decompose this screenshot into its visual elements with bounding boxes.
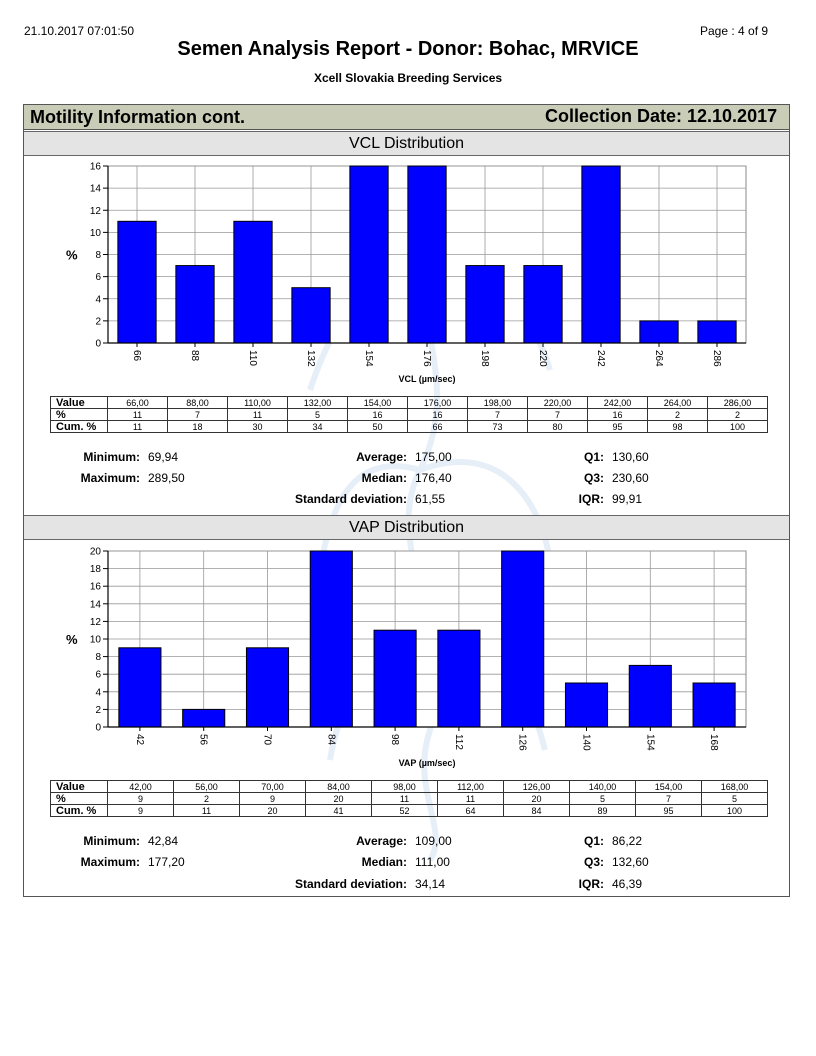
- vap-bar: [565, 683, 607, 727]
- vcl-distribution-heading: VCL Distribution: [24, 131, 789, 156]
- vcl-bar: [698, 321, 736, 343]
- vap-bar: [374, 630, 416, 727]
- table-cell: 220,00: [528, 397, 588, 409]
- table-cell: 112,00: [438, 781, 504, 793]
- table-cell: 126,00: [504, 781, 570, 793]
- table-cell: 66: [408, 421, 468, 433]
- vap-ytick-label: 6: [95, 669, 101, 681]
- vcl-bar: [350, 166, 388, 343]
- table-cell: 20: [306, 793, 372, 805]
- table-cell: 64: [438, 805, 504, 817]
- report-subtitle: Xcell Slovakia Breeding Services: [313, 71, 503, 85]
- vap-bar: [502, 551, 544, 727]
- vap-ytick-label: 4: [95, 687, 101, 699]
- vcl-median-value: 176,40: [415, 471, 452, 485]
- vap-bar: [629, 665, 671, 727]
- table-row: [51, 793, 768, 805]
- vcl-xtick-label: 88: [189, 350, 200, 362]
- row-header: Value: [51, 397, 108, 409]
- table-cell: 88,00: [168, 397, 228, 409]
- page-number: Page : 4 of 9: [700, 24, 769, 38]
- vap-maximum-label: Maximum:: [80, 855, 140, 869]
- vcl-ytick-label: 6: [95, 272, 101, 284]
- table-cell: 2: [708, 409, 768, 421]
- table-cell: 242,00: [588, 397, 648, 409]
- vcl-maximum-label: Maximum:: [80, 471, 140, 485]
- table-cell: 34: [288, 421, 348, 433]
- vap-xtick-label: 126: [516, 734, 528, 751]
- vap-q1-label: Q1:: [583, 834, 604, 848]
- table-cell: 66,00: [108, 397, 168, 409]
- vcl-minimum-value: 69,94: [148, 450, 179, 464]
- vcl-y-axis-label: %: [66, 247, 78, 263]
- row-header: %: [51, 409, 108, 421]
- vap-bar: [246, 648, 288, 727]
- table-cell: 16: [588, 409, 648, 421]
- vcl-ytick-label: 4: [95, 294, 101, 306]
- table-cell: 84,00: [306, 781, 372, 793]
- vap-median-label: Median:: [361, 855, 407, 869]
- vcl-ytick-label: 10: [89, 227, 101, 239]
- collection-date: Collection Date: 12.10.2017: [545, 106, 778, 126]
- table-cell: 5: [702, 793, 768, 805]
- vap-ytick-label: 12: [89, 616, 101, 628]
- vcl-iqr-value: 99,91: [612, 492, 643, 506]
- vcl-xtick-label: 198: [479, 350, 490, 367]
- table-cell: 16: [348, 409, 408, 421]
- vcl-x-axis-label: VCL (µm/sec): [398, 374, 456, 384]
- vcl-q1-value: 130,60: [612, 450, 649, 464]
- vap-ytick-label: 14: [89, 599, 101, 611]
- vcl-bar: [466, 266, 504, 343]
- table-cell: 9: [240, 793, 306, 805]
- table-cell: 110,00: [228, 397, 288, 409]
- vap-bar: [310, 551, 352, 727]
- table-cell: 56,00: [174, 781, 240, 793]
- vcl-median-label: Median:: [361, 471, 407, 485]
- vcl-xtick-label: 110: [247, 350, 258, 366]
- vap-ytick-label: 2: [95, 704, 101, 716]
- vcl-xtick-label: 286: [711, 350, 722, 367]
- table-cell: 168,00: [702, 781, 768, 793]
- table-cell: 18: [168, 421, 228, 433]
- table-cell: 41: [306, 805, 372, 817]
- table-cell: 95: [588, 421, 648, 433]
- vcl-xtick-label: 132: [305, 350, 316, 367]
- vcl-bar: [292, 288, 330, 343]
- vcl-bar: [582, 166, 620, 343]
- table-cell: 7: [528, 409, 588, 421]
- vcl-sd-label: Standard deviation:: [294, 492, 407, 506]
- table-cell: 286,00: [708, 397, 768, 409]
- table-row: [51, 781, 768, 793]
- vap-x-axis-label: VAP (µm/sec): [398, 758, 456, 768]
- table-cell: 7: [636, 793, 702, 805]
- table-cell: 132,00: [288, 397, 348, 409]
- vcl-ytick-label: 8: [95, 250, 101, 261]
- vcl-bar: [176, 266, 214, 343]
- vcl-minimum-label: Minimum:: [83, 450, 140, 464]
- vcl-xtick-label: 66: [131, 350, 142, 362]
- vap-ytick-label: 16: [89, 581, 101, 593]
- table-cell: 11: [372, 793, 438, 805]
- table-row: [51, 805, 768, 817]
- vap-iqr-label: IQR:: [578, 877, 604, 891]
- report-title: Semen Analysis Report - Donor: Bohac, MRVICE: [177, 38, 639, 60]
- vcl-ytick-label: 2: [95, 316, 101, 328]
- vap-bar: [438, 630, 480, 727]
- vap-sd-value: 34,14: [415, 877, 446, 891]
- row-header: %: [51, 793, 108, 805]
- table-cell: 5: [570, 793, 636, 805]
- vap-xtick-label: 112: [452, 734, 464, 750]
- table-cell: 30: [228, 421, 288, 433]
- vcl-average-label: Average:: [356, 450, 407, 464]
- table-cell: 100: [702, 805, 768, 817]
- report-datetime: 21.10.2017 07:01:50: [24, 24, 135, 38]
- vcl-q3-value: 230,60: [612, 471, 649, 485]
- vcl-bar-chart: [24, 156, 789, 388]
- vap-y-axis-label: %: [66, 632, 78, 647]
- table-cell: 73: [468, 421, 528, 433]
- vcl-ytick-label: 16: [89, 161, 101, 173]
- vcl-xtick-label: 176: [421, 350, 432, 367]
- vap-q3-label: Q3:: [583, 855, 604, 869]
- vcl-average-value: 175,00: [415, 450, 452, 464]
- vap-iqr-value: 46,39: [612, 877, 643, 891]
- table-cell: 11: [174, 805, 240, 817]
- vap-q1-value: 86,22: [612, 834, 643, 848]
- table-cell: 98,00: [372, 781, 438, 793]
- vcl-ytick-label: 14: [89, 183, 101, 195]
- vcl-q1-label: Q1:: [583, 450, 604, 464]
- table-cell: 198,00: [468, 397, 528, 409]
- table-cell: 2: [174, 793, 240, 805]
- vap-ytick-label: 18: [89, 564, 101, 576]
- vcl-ytick-label: 0: [95, 338, 101, 350]
- vap-median-value: 111,00: [415, 855, 450, 869]
- vcl-sd-value: 61,55: [415, 492, 446, 506]
- vap-bar-chart: [24, 541, 789, 771]
- vap-ytick-label: 20: [89, 546, 101, 558]
- vap-ytick-label: 8: [95, 652, 101, 664]
- vap-maximum-value: 177,20: [148, 855, 185, 869]
- vap-xtick-label: 84: [325, 734, 337, 746]
- table-cell: 84: [504, 805, 570, 817]
- table-cell: 50: [348, 421, 408, 433]
- vcl-xtick-label: 154: [363, 350, 374, 367]
- vap-bar: [693, 683, 735, 727]
- vap-bar: [119, 648, 161, 727]
- table-cell: 16: [408, 409, 468, 421]
- table-row: [51, 421, 768, 433]
- table-cell: 140,00: [570, 781, 636, 793]
- table-cell: 95: [636, 805, 702, 817]
- vap-bar: [183, 709, 225, 727]
- vap-value-table: [50, 780, 768, 817]
- row-header: Cum. %: [51, 421, 108, 433]
- vap-xtick-label: 140: [580, 734, 592, 751]
- table-cell: 20: [240, 805, 306, 817]
- vap-xtick-label: 98: [389, 734, 401, 746]
- vap-minimum-value: 42,84: [148, 834, 179, 848]
- vcl-bar: [524, 266, 562, 343]
- vcl-maximum-value: 289,50: [148, 471, 185, 485]
- row-header: Cum. %: [51, 805, 108, 817]
- table-cell: 11: [108, 409, 168, 421]
- table-cell: 52: [372, 805, 438, 817]
- vcl-bar: [234, 221, 272, 343]
- vcl-bar: [408, 166, 446, 343]
- vap-sd-label: Standard deviation:: [294, 877, 407, 891]
- table-cell: 98: [648, 421, 708, 433]
- section-title: Motility Information cont.: [30, 107, 245, 127]
- vap-xtick-label: 56: [197, 734, 209, 746]
- table-cell: 100: [708, 421, 768, 433]
- vap-xtick-label: 42: [133, 734, 145, 746]
- vap-average-label: Average:: [356, 834, 407, 848]
- vap-xtick-label: 168: [708, 734, 720, 751]
- row-header: Value: [51, 781, 108, 793]
- vap-xtick-label: 70: [261, 734, 273, 746]
- table-cell: 42,00: [108, 781, 174, 793]
- vcl-xtick-label: 220: [537, 350, 548, 367]
- table-cell: 7: [168, 409, 228, 421]
- vap-distribution-heading: VAP Distribution: [24, 515, 789, 540]
- table-cell: 5: [288, 409, 348, 421]
- table-cell: 154,00: [636, 781, 702, 793]
- table-cell: 11: [228, 409, 288, 421]
- table-cell: 7: [468, 409, 528, 421]
- table-cell: 11: [108, 421, 168, 433]
- vap-q3-value: 132,60: [612, 855, 649, 869]
- table-cell: 9: [108, 793, 174, 805]
- vcl-ytick-label: 12: [89, 205, 101, 217]
- table-cell: 11: [438, 793, 504, 805]
- table-row: [51, 397, 768, 409]
- vap-minimum-label: Minimum:: [83, 834, 140, 848]
- table-cell: 9: [108, 805, 174, 817]
- vcl-q3-label: Q3:: [583, 471, 604, 485]
- table-cell: 176,00: [408, 397, 468, 409]
- vcl-bar: [640, 321, 678, 343]
- vcl-value-table: [50, 396, 768, 433]
- table-cell: 264,00: [648, 397, 708, 409]
- table-cell: 80: [528, 421, 588, 433]
- table-cell: 89: [570, 805, 636, 817]
- table-cell: 154,00: [348, 397, 408, 409]
- table-cell: 2: [648, 409, 708, 421]
- table-row: [51, 409, 768, 421]
- table-cell: 70,00: [240, 781, 306, 793]
- vap-ytick-label: 10: [89, 634, 101, 646]
- vcl-xtick-label: 242: [595, 350, 606, 367]
- vap-xtick-label: 154: [644, 734, 656, 751]
- vap-average-value: 109,00: [415, 834, 452, 848]
- vcl-bar: [118, 221, 156, 343]
- table-cell: 20: [504, 793, 570, 805]
- vap-ytick-label: 0: [95, 722, 101, 734]
- vcl-xtick-label: 264: [653, 350, 664, 367]
- vcl-iqr-label: IQR:: [578, 492, 604, 506]
